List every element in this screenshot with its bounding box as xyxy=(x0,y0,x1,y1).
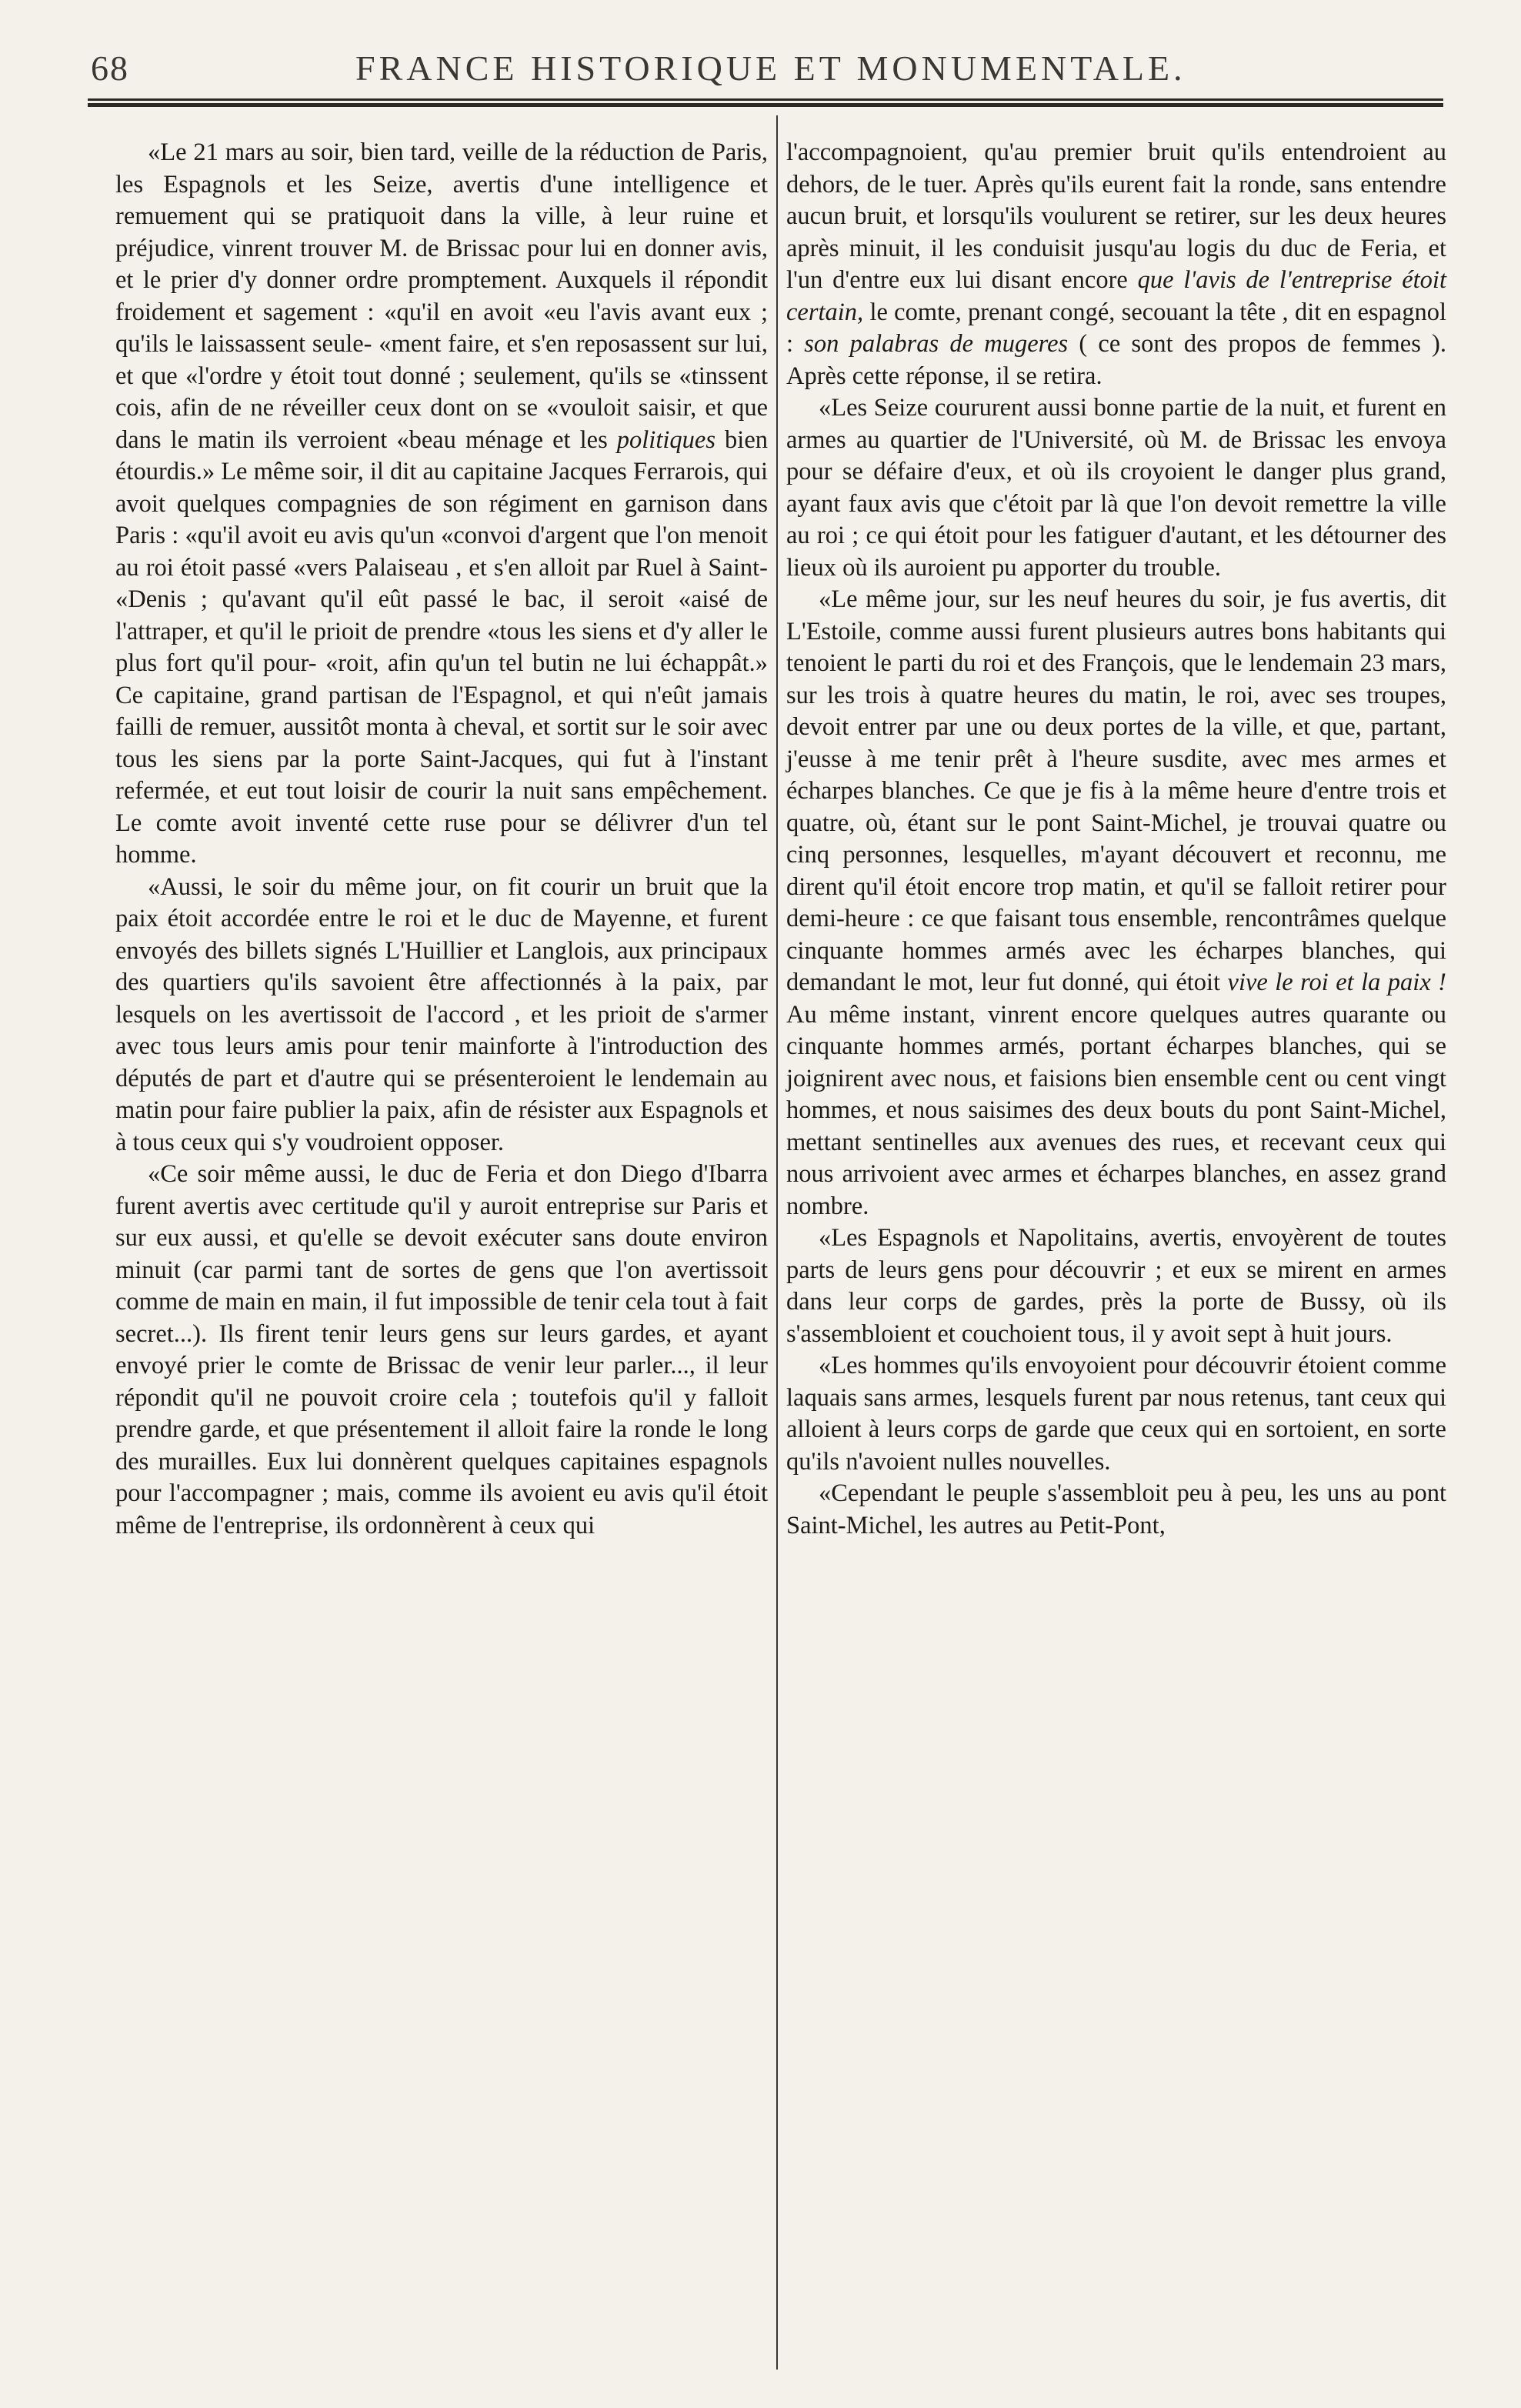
paragraph-continued xyxy=(786,137,1446,392)
paragraph: «Les Espagnols et Napolitains, avertis, envoyèrent de toutes parts de leurs gens pour découvrir ; et eux se mirent en armes dans leur corps de gardes, près la porte de Bussy, où ils s'assembloient et couchoient tous, il y avoit sept à huit jours. xyxy=(786,1224,1446,1348)
text-run: «Le 21 mars au soir, bien tard, veille de la réduction de Paris, les Espagnols et les Seize, avertis d'une intelligence et remuement qui se pratiquoit dans la ville, à leur ruine et préjudice, vinrent trouver M. de Brissac pour lui en donner avis, et le prier d'y donner ordre promptement. Auxquels il répondit froidement et sagement : «qu'il en avoit «eu l'avis avant eux ; qu'ils le laissassent seule- «ment faire, et s'en reposassent sur lui, et que «l'ordre y étoit tout donné ; seulement, qu'ils se «tinssent cois, afin de ne réveiller ceux dont on se «vouloit saisir, et que dans le matin ils verroient «beau ménage et les xyxy=(115,138,768,454)
page-number: 68 xyxy=(91,48,129,88)
paragraph: «Cependant le peuple s'assembloit peu à peu, les uns au pont Saint-Michel, les autres au Petit-Pont, xyxy=(786,1479,1446,1539)
paragraph: «Les Seize coururent aussi bonne partie de la nuit, et furent en armes au quartier de l'Université, où M. de Brissac les envoya pour se défaire d'eux, et où ils croyoient le danger plus grand, ayant faux avis que c'étoit par là que l'on devoit remettre la ville au roi ; ce qui étoit pour les fatiguer d'autant, et les détourner des lieux où ils auroient pu apporter du trouble. xyxy=(786,394,1446,582)
text-run: l'accompagnoient, qu'au premier bruit qu'ils entendroient au dehors, de le tuer. Après qu'ils eurent fait la ronde, sans entendre aucun bruit, et lorsqu'ils voulurent se retirer, sur les deux heures après minuit, il les conduisit jusqu'au logis du duc de Feria, et l'un d'entre eux lui disant encore xyxy=(786,138,1446,294)
paragraph: «Aussi, le soir du même jour, on fit courir un bruit que la paix étoit accordée entre le roi et le duc de Mayenne, et furent envoyés des billets signés L'Huillier et Langlois, aux principaux des quartiers qu'ils savoient être affectionnés à la paix, par lesquels on les avertissoit de l'accord , et les prioit de s'armer avec tous leurs amis pour tenir mainforte à l'introduction des députés de part et d'autre qui se présenteroient le lendemain au matin pour faire publier la paix, afin de résister aux Espagnols et à tous ceux qui s'y voudroient opposer. xyxy=(115,872,768,1156)
italic-text: politiques xyxy=(616,425,715,454)
right-column xyxy=(786,137,1446,1542)
paragraph xyxy=(115,137,768,872)
text-run: «Le même jour, sur les neuf heures du soir, je fus avertis, dit L'Estoile, comme aussi furent plusieurs autres bons habitants qui tenoient le parti du roi et des François, que le lendemain 23 mars, sur les trois à quatre heures du matin, le roi, avec ses troupes, devoit entrer par une ou deux portes de la ville, et que, partant, j'eusse à me tenir prêt à l'heure susdite, avec mes armes et écharpes blanches. Ce que je fis à la même heure d'entre trois et quatre, où, étant sur le pont Saint-Michel, je trouvai quatre ou cinq personnes, lesquelles, m'ayant découvert et reconnu, me dirent qu'il étoit encore trop matin, et qu'il se falloit retirer pour demi-heure : ce que faisant tous ensemble, rencontrâmes quelque cinquante hommes armés avec les écharpes blanches, qui demandant le mot, leur fut donné, qui étoit xyxy=(786,585,1446,996)
text-run: bien étourdis.» Le même soir, il dit au capitaine Jacques Ferrarois, qui avoit quelques compagnies de son régiment en garnison dans Paris : «qu'il avoit eu avis qu'un «convoi d'argent que l'on menoit au roi étoit passé «vers Palaiseau , et s'en alloit par Ruel à Saint- «Denis ; qu'avant qu'il eût passé le bac, il seroit «aisé de l'attraper, et qu'il le prioit de prendre «tous les siens et d'y aller le plus fort qu'il pour- «roit, afin qu'un tel butin ne lui échappât.» Ce capitaine, grand partisan de l'Espagnol, et qui n'eût jamais failli de remuer, aussitôt monta à cheval, et sortit sur le soir avec tous les siens par la porte Saint-Jacques, qui fut à l'instant refermée, et eut tout loisir de courir la nuit sans empêchement. Le comte avoit inventé cette ruse pour se délivrer d'un tel homme. xyxy=(115,425,768,869)
column-divider xyxy=(776,115,778,2370)
paragraph: «Ce soir même aussi, le duc de Feria et don Diego d'Ibarra furent avertis avec certitude qu'il y auroit entreprise sur Paris et sur eux aussi, et qu'elle se devoit exécuter sans doute environ minuit (car parmi tant de sortes de gens que l'on avertissoit comme de main en main, il fut impossible de tenir cela tout à fait secret...). Ils firent tenir leurs gens sur leurs gardes, et ayant envoyé prier le comte de Brissac de venir leur parler..., il leur répondit qu'il ne pouvoit croire cela ; toutefois qu'il y falloit prendre garde, et que présentement il alloit faire la ronde le long des murailles. Eux lui donnèrent quelques capitaines espagnols pour l'accompagner ; mais, comme ils avoient eu avis qu'il étoit même de l'entreprise, ils ordonnèrent à ceux qui xyxy=(115,1160,768,1539)
header-rule-thin xyxy=(88,98,1443,101)
text-run: Au même instant, vinrent encore quelques autres quarante ou cinquante hommes armés, portant écharpes blanches, qui se joignirent avec nous, et faisions bien ensemble cent ou cent vingt hommes, et nous saisimes des deux bouts du pont Saint-Michel, mettant sentinelles aux avenues des rues, et recevant ceux qui nous arrivoient avec armes et écharpes blanches, en assez grand nombre. xyxy=(786,1000,1446,1220)
paragraph xyxy=(786,584,1446,1222)
italic-text: vive le roi et la paix ! xyxy=(1227,969,1446,996)
text-run: le comte, prenant congé, secouant la tête , dit en espagnol : xyxy=(786,298,1446,358)
italic-text: que l'avis de l'entreprise étoit certain, xyxy=(786,266,1446,326)
left-column xyxy=(115,137,768,1542)
text-run: ( ce sont des propos de femmes ). Après cette réponse, il se retira. xyxy=(786,330,1446,390)
header-rule-thick xyxy=(88,103,1443,107)
paragraph: «Les hommes qu'ils envoyoient pour découvrir étoient comme laquais sans armes, lesquels furent par nous retenus, tant ceux qui alloient à leurs corps de garde que ceux qui en sortoient, en sorte qu'ils n'avoient nulles nouvelles. xyxy=(786,1352,1446,1476)
italic-text: son palabras de mugeres xyxy=(804,330,1069,358)
running-title: FRANCE HISTORIQUE ET MONUMENTALE. xyxy=(355,48,1186,88)
